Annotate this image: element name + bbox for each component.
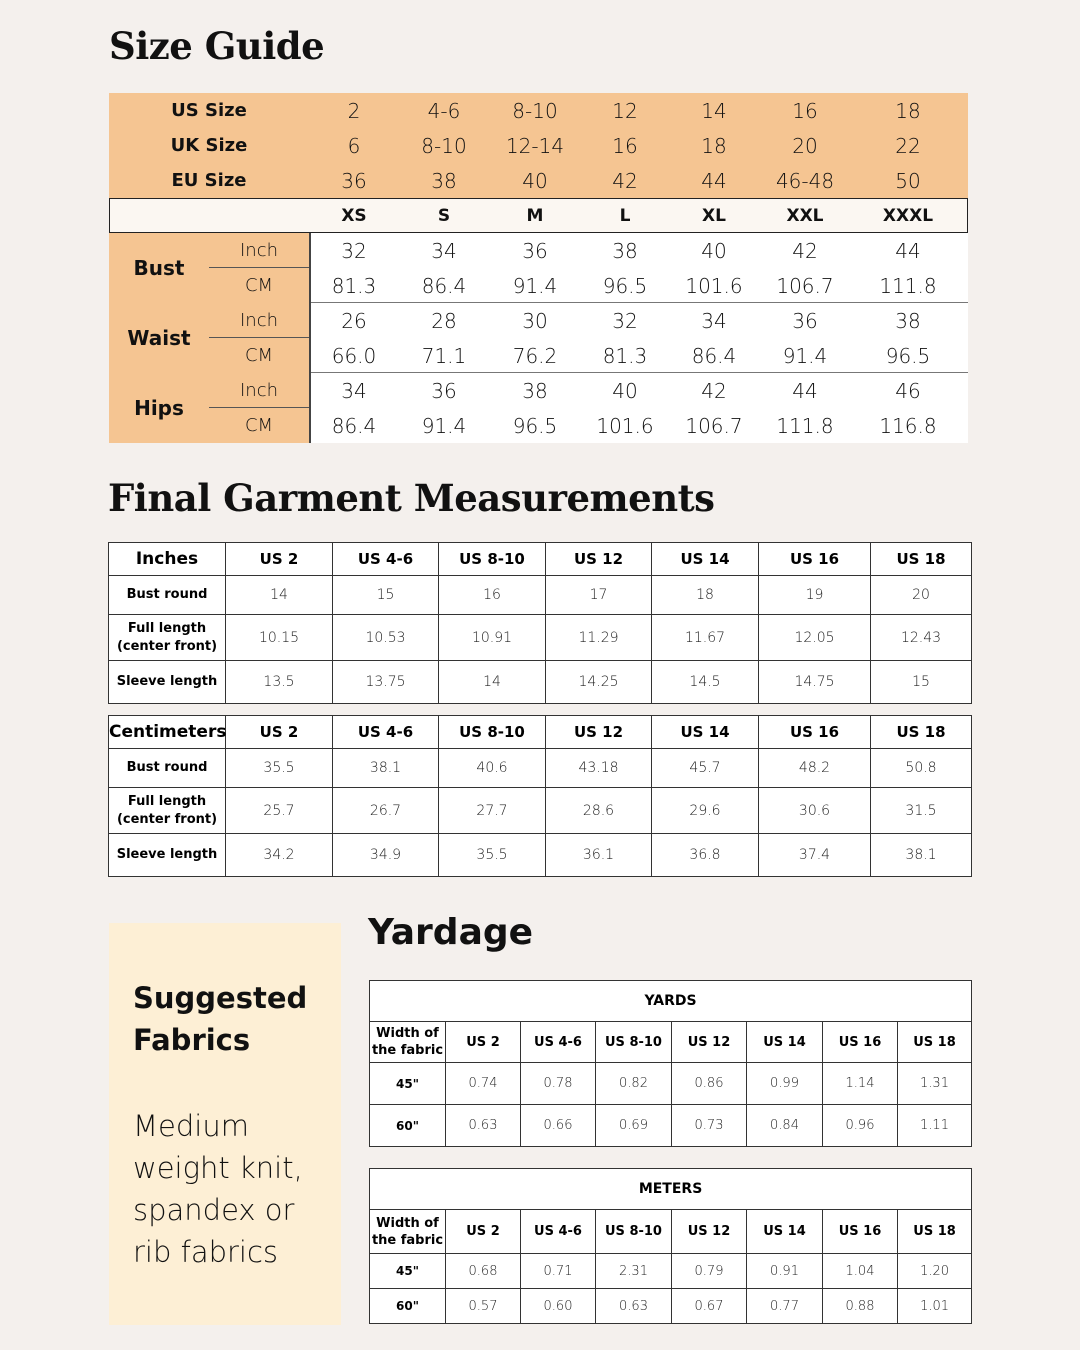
size-letter: XXXL [882, 205, 934, 226]
table-cell: 0.79 [672, 1254, 747, 1289]
measure-row [309, 233, 968, 268]
table-row [370, 1063, 972, 1105]
table-cell: 1.14 [823, 1063, 898, 1105]
row-label: Sleeve length [109, 834, 226, 877]
table-cell: 50.8 [871, 749, 972, 788]
table-cell: 0.63 [596, 1289, 672, 1324]
size-value: 36 [341, 168, 367, 193]
table-caption: YARDS [370, 981, 972, 1022]
size-value: 16 [612, 133, 638, 158]
table-row [109, 749, 972, 788]
table-cell: 0.67 [672, 1289, 747, 1324]
table-cell: 35.5 [439, 834, 546, 877]
table-cell: 10.91 [439, 615, 546, 661]
size-system-label: US Size [171, 100, 247, 121]
measure-value: 86.4 [421, 273, 467, 298]
measure-value: 30 [522, 308, 548, 333]
table-cell: 15 [333, 576, 439, 615]
table-header-row [109, 716, 972, 749]
suggested-fabrics-box [109, 923, 341, 1325]
table-cell: 28.6 [546, 788, 652, 834]
table-cell: 17 [546, 576, 652, 615]
table-cell: 0.68 [446, 1254, 521, 1289]
table-cell: 10.53 [333, 615, 439, 661]
table-cell: 2.31 [596, 1254, 672, 1289]
measure-group-hips [109, 373, 968, 443]
table-cell: 0.96 [823, 1105, 898, 1147]
size-header: US 8-10 [596, 1022, 672, 1063]
table-cell: 13.75 [333, 661, 439, 704]
table-cell: 16 [439, 576, 546, 615]
size-letter-row [109, 198, 968, 233]
size-value: 40 [522, 168, 548, 193]
measure-name: Hips [134, 396, 184, 420]
measure-value: 44 [895, 238, 921, 263]
row-label: Sleeve length [109, 661, 226, 704]
table-cell: 48.2 [759, 749, 871, 788]
table-row [109, 576, 972, 615]
table-cell: 13.5 [226, 661, 333, 704]
measure-value: 40 [612, 378, 638, 403]
measure-value: 101.6 [685, 273, 743, 298]
table-cell: 29.6 [652, 788, 759, 834]
measure-name: Bust [133, 256, 185, 280]
size-value: 4-6 [427, 98, 461, 123]
table-cell: 15 [871, 661, 972, 704]
garment-cm-table [108, 715, 972, 877]
table-cell: 38.1 [871, 834, 972, 877]
measure-row [309, 408, 968, 443]
measure-value: 34 [341, 378, 367, 403]
table-row [109, 834, 972, 877]
size-header: US 14 [747, 1022, 823, 1063]
size-header: US 12 [672, 1210, 747, 1254]
measure-value: 111.8 [879, 273, 937, 298]
measure-value: 91.4 [421, 413, 467, 438]
unit-header: Inches [109, 543, 226, 576]
table-cell: 10.15 [226, 615, 333, 661]
size-value: 12 [612, 98, 638, 123]
size-value: 50 [895, 168, 921, 193]
measure-value: 36 [792, 308, 818, 333]
table-cell: 11.67 [652, 615, 759, 661]
size-header: US 8-10 [439, 716, 546, 749]
table-cell: 35.5 [226, 749, 333, 788]
size-value: 46-48 [775, 168, 835, 193]
table-cell: 36.8 [652, 834, 759, 877]
size-header: US 12 [546, 716, 652, 749]
measure-value: 91.4 [512, 273, 558, 298]
measure-value: 106.7 [685, 413, 743, 438]
measure-row [309, 303, 968, 338]
size-header: US 16 [823, 1022, 898, 1063]
measure-value: 96.5 [602, 273, 648, 298]
size-header: US 14 [747, 1210, 823, 1254]
measure-value: 38 [895, 308, 921, 333]
table-cell: 11.29 [546, 615, 652, 661]
table-cell: 0.63 [446, 1105, 521, 1147]
size-header: US 8-10 [596, 1210, 672, 1254]
table-row [109, 615, 972, 661]
measure-value: 38 [612, 238, 638, 263]
table-cell: 19 [759, 576, 871, 615]
measure-value: 42 [792, 238, 818, 263]
table-cell: 0.86 [672, 1063, 747, 1105]
unit-label: CM [244, 345, 274, 366]
table-cell: 38.1 [333, 749, 439, 788]
table-row [109, 788, 972, 834]
measure-value: 32 [341, 238, 367, 263]
size-value: 2 [347, 98, 361, 123]
measure-value: 96.5 [885, 343, 931, 368]
size-value: 20 [792, 133, 818, 158]
caption-row [370, 981, 972, 1022]
row-label: Full length (center front) [109, 788, 226, 834]
table-cell: 14.75 [759, 661, 871, 704]
size-header: US 16 [823, 1210, 898, 1254]
measure-value: 34 [701, 308, 727, 333]
yardage-title: Yardage [368, 912, 534, 953]
measure-value: 86.4 [331, 413, 377, 438]
measure-value: 26 [341, 308, 367, 333]
size-guide-table [109, 93, 968, 443]
table-row [370, 1289, 972, 1324]
table-cell: 14 [439, 661, 546, 704]
size-header: US 18 [871, 543, 972, 576]
table-header-row [370, 1022, 972, 1063]
measure-value: 38 [522, 378, 548, 403]
size-letter: XL [702, 205, 726, 226]
unit-divider [209, 267, 309, 268]
measure-value: 66.0 [331, 343, 377, 368]
table-cell: 0.99 [747, 1063, 823, 1105]
table-row [109, 661, 972, 704]
table-row [370, 1254, 972, 1289]
size-value: 18 [895, 98, 921, 123]
table-cell: 14.25 [546, 661, 652, 704]
row-label: Bust round [109, 749, 226, 788]
size-value: 12-14 [505, 133, 565, 158]
table-cell: 1.11 [898, 1105, 972, 1147]
table-cell: 0.57 [446, 1289, 521, 1324]
measure-value: 71.1 [421, 343, 467, 368]
final-garment-title: Final Garment Measurements [108, 476, 715, 520]
unit-divider [209, 337, 309, 338]
size-value: 44 [701, 168, 727, 193]
size-header: US 4-6 [521, 1022, 596, 1063]
width-label: 45" [370, 1063, 446, 1105]
measure-value: 40 [701, 238, 727, 263]
unit-header: Centimeters [109, 716, 226, 749]
width-label: 60" [370, 1289, 446, 1324]
measure-values [309, 373, 968, 443]
measure-value: 116.8 [879, 413, 937, 438]
table-cell: 14.5 [652, 661, 759, 704]
measure-value: 42 [701, 378, 727, 403]
table-cell: 12.43 [871, 615, 972, 661]
size-value: 42 [612, 168, 638, 193]
size-header: US 18 [871, 716, 972, 749]
table-cell: 0.77 [747, 1289, 823, 1324]
size-letter: M [526, 205, 544, 226]
measure-value: 91.4 [782, 343, 828, 368]
size-letter: L [619, 205, 631, 226]
table-cell: 30.6 [759, 788, 871, 834]
measure-value: 81.3 [602, 343, 648, 368]
table-cell: 27.7 [439, 788, 546, 834]
measure-value: 96.5 [512, 413, 558, 438]
table-cell: 34.2 [226, 834, 333, 877]
size-header: US 2 [446, 1210, 521, 1254]
meters-table [369, 1168, 972, 1324]
measure-value: 111.8 [776, 413, 834, 438]
measure-value: 81.3 [331, 273, 377, 298]
size-system-label: UK Size [170, 135, 248, 156]
column-divider [309, 233, 311, 303]
column-divider [309, 373, 311, 443]
measure-value: 44 [792, 378, 818, 403]
table-cell: 18 [652, 576, 759, 615]
table-cell: 0.82 [596, 1063, 672, 1105]
table-cell: 1.01 [898, 1289, 972, 1324]
table-cell: 20 [871, 576, 972, 615]
size-header: US 14 [652, 543, 759, 576]
table-row [370, 1105, 972, 1147]
table-cell: 31.5 [871, 788, 972, 834]
table-cell: 0.84 [747, 1105, 823, 1147]
table-caption: METERS [370, 1169, 972, 1210]
size-header: US 2 [226, 543, 333, 576]
size-header: US 4-6 [333, 716, 439, 749]
table-cell: 1.04 [823, 1254, 898, 1289]
column-divider [309, 303, 311, 373]
size-value: 16 [792, 98, 818, 123]
measure-value: 106.7 [776, 273, 834, 298]
table-cell: 34.9 [333, 834, 439, 877]
size-system-label: EU Size [171, 170, 247, 191]
table-header-row [370, 1210, 972, 1254]
measure-row [309, 268, 968, 303]
width-label: 45" [370, 1254, 446, 1289]
size-value: 14 [701, 98, 727, 123]
size-header: US 4-6 [521, 1210, 596, 1254]
size-header: US 4-6 [333, 543, 439, 576]
measure-group-waist [109, 303, 968, 373]
measure-value: 34 [431, 238, 457, 263]
row-label: Full length (center front) [109, 615, 226, 661]
table-cell: 1.20 [898, 1254, 972, 1289]
size-value: 8-10 [512, 98, 558, 123]
size-value: 38 [431, 168, 457, 193]
size-letter: XS [341, 205, 367, 226]
unit-label: Inch [239, 380, 279, 401]
measure-group-bust [109, 233, 968, 303]
measure-row [309, 373, 968, 408]
size-value: 18 [701, 133, 727, 158]
size-header-row [109, 163, 968, 198]
size-value: 6 [347, 133, 361, 158]
table-cell: 25.7 [226, 788, 333, 834]
unit-label: Inch [239, 240, 279, 261]
measure-name: Waist [127, 326, 191, 350]
table-cell: 40.6 [439, 749, 546, 788]
size-letter: XXL [786, 205, 824, 226]
size-header: US 2 [446, 1022, 521, 1063]
table-cell: 0.66 [521, 1105, 596, 1147]
table-cell: 36.1 [546, 834, 652, 877]
table-cell: 26.7 [333, 788, 439, 834]
table-cell: 1.31 [898, 1063, 972, 1105]
fabrics-description: Medium weight knit, spandex or rib fabrics [133, 1109, 303, 1269]
table-cell: 0.74 [446, 1063, 521, 1105]
size-header: US 16 [759, 716, 871, 749]
size-header: US 18 [898, 1210, 972, 1254]
size-header: US 2 [226, 716, 333, 749]
size-guide-title: Size Guide [109, 24, 325, 68]
table-cell: 0.71 [521, 1254, 596, 1289]
table-cell: 12.05 [759, 615, 871, 661]
table-cell: 37.4 [759, 834, 871, 877]
size-header-row [109, 93, 968, 128]
table-cell: 0.78 [521, 1063, 596, 1105]
width-header: Width of the fabric [370, 1210, 446, 1254]
size-header: US 16 [759, 543, 871, 576]
table-cell: 0.91 [747, 1254, 823, 1289]
size-header-row [109, 128, 968, 163]
measure-value: 36 [522, 238, 548, 263]
unit-divider [209, 407, 309, 408]
measure-value: 46 [895, 378, 921, 403]
size-value: 8-10 [421, 133, 467, 158]
measure-row [309, 338, 968, 373]
size-header: US 18 [898, 1022, 972, 1063]
table-cell: 45.7 [652, 749, 759, 788]
unit-label: Inch [239, 310, 279, 331]
size-header: US 14 [652, 716, 759, 749]
measure-values [309, 303, 968, 373]
table-header-row [109, 543, 972, 576]
yards-table [369, 980, 972, 1147]
caption-row [370, 1169, 972, 1210]
garment-inches-table [108, 542, 972, 704]
fabrics-title: Suggested Fabrics [133, 981, 308, 1057]
unit-label: CM [244, 275, 274, 296]
measure-value: 28 [431, 308, 457, 333]
table-cell: 14 [226, 576, 333, 615]
measure-value: 76.2 [512, 343, 558, 368]
size-value: 22 [895, 133, 921, 158]
measure-value: 36 [431, 378, 457, 403]
table-cell: 43.18 [546, 749, 652, 788]
size-header: US 8-10 [439, 543, 546, 576]
unit-label: CM [244, 415, 274, 436]
size-header-block [109, 93, 968, 198]
measure-value: 86.4 [691, 343, 737, 368]
row-label: Bust round [109, 576, 226, 615]
table-cell: 0.69 [596, 1105, 672, 1147]
measure-value: 32 [612, 308, 638, 333]
size-header: US 12 [546, 543, 652, 576]
table-cell: 0.73 [672, 1105, 747, 1147]
size-letter: S [437, 205, 451, 226]
table-cell: 0.88 [823, 1289, 898, 1324]
size-header: US 12 [672, 1022, 747, 1063]
table-cell: 0.60 [521, 1289, 596, 1324]
width-header: Width of the fabric [370, 1022, 446, 1063]
measure-values [309, 233, 968, 303]
width-label: 60" [370, 1105, 446, 1147]
measure-value: 101.6 [596, 413, 654, 438]
